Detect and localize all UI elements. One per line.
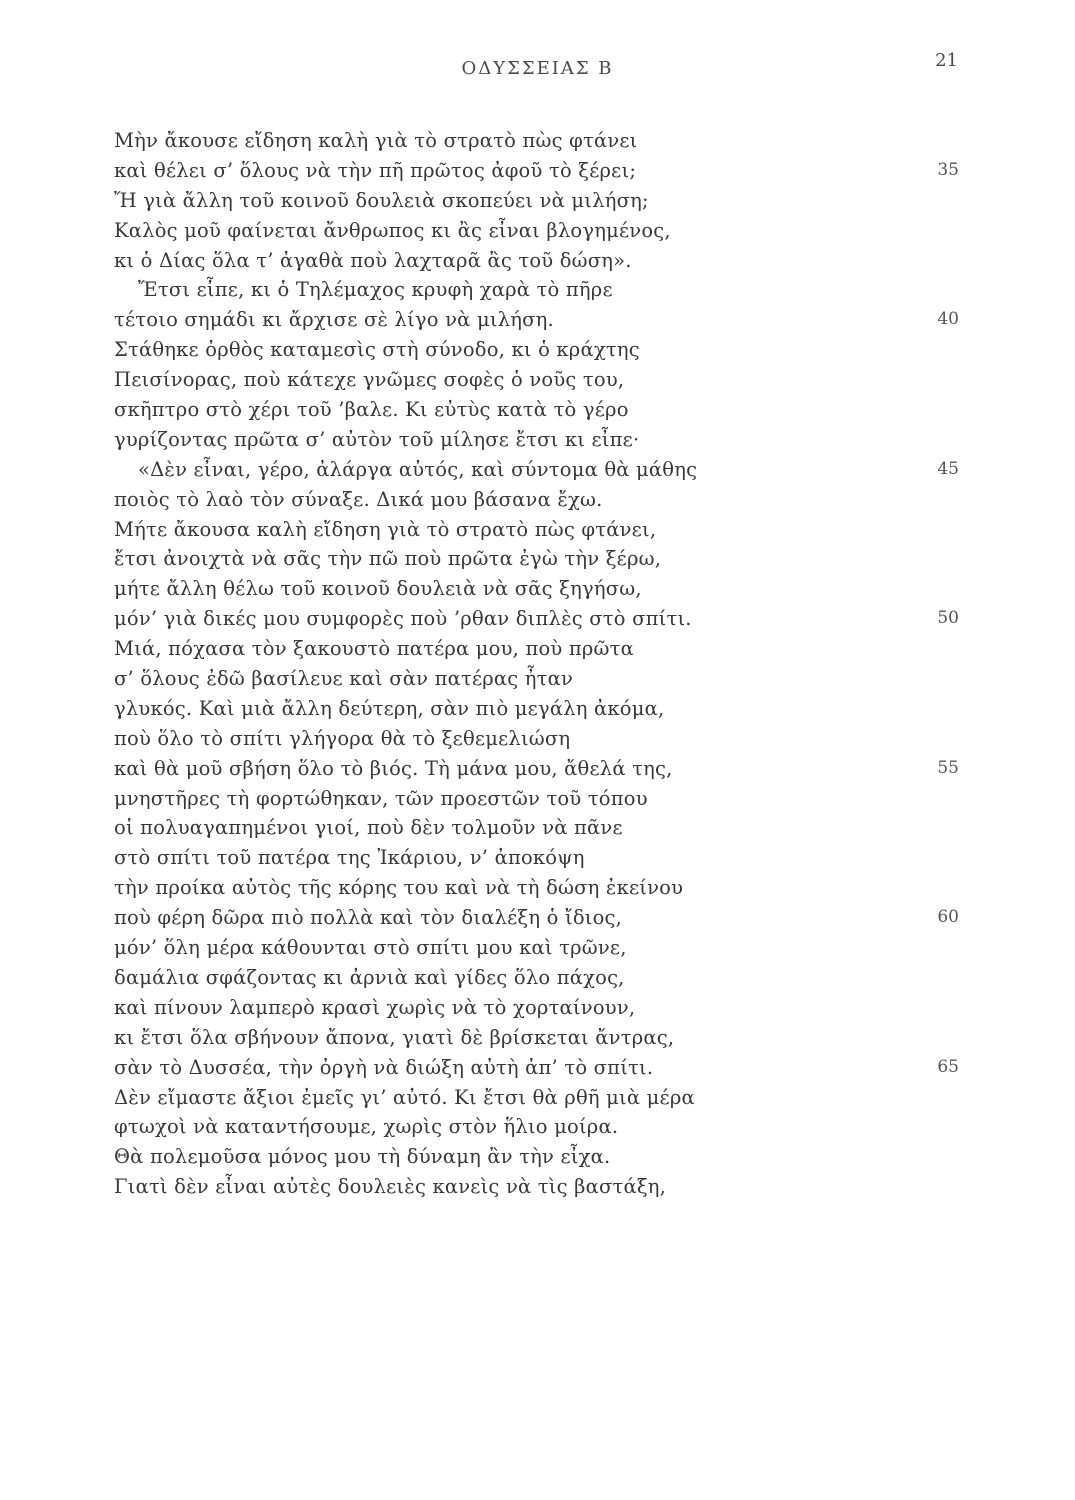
verse-line (0, 335, 1075, 365)
verse-line (0, 1142, 1075, 1172)
verse-text: τὴν προίκα αὐτὸς τῆς κόρης του καὶ νὰ τὴ δώση ἐκείνου (114, 876, 684, 900)
verse-line (0, 813, 1075, 843)
line-number: 40 (937, 309, 959, 330)
line-number: 65 (937, 1056, 959, 1077)
verse-line (0, 933, 1075, 963)
verse-text: ποιὸς τὸ λαὸ τὸν σύναξε. Δικά μου βάσανα ἔχω. (114, 487, 603, 511)
line-number: 50 (937, 608, 959, 629)
verse-block (0, 126, 1075, 1202)
verse-text: ποὺ φέρη δῶρα πιὸ πολλὰ καὶ τὸν διαλέξη ὁ ἴδιος, (114, 906, 623, 930)
line-number: 35 (937, 159, 959, 180)
verse-text: δαμάλια σφάζοντας κι ἀρνιὰ καὶ γίδες ὅλο πάχος, (114, 965, 625, 989)
running-title: ΟΔΥΣΣΕΙΑΣ Β (461, 58, 614, 79)
verse-line (0, 305, 1075, 335)
verse-text: στὸ σπίτι τοῦ πατέρα της Ἰκάριου, ν’ ἀποκόψη (114, 846, 585, 870)
line-number: 45 (937, 458, 959, 479)
verse-line (0, 186, 1075, 216)
verse-line (0, 1112, 1075, 1142)
verse-text: σὰν τὸ Δυσσέα, τὴν ὀργὴ νὰ διώξη αὐτὴ ἀπ’ τὸ σπίτι. (114, 1055, 654, 1079)
verse-text: Δὲν εἴμαστε ἄξιοι ἐμεῖς γι’ αὐτό. Κι ἔτσι θὰ ρθῆ μιὰ μέρα (114, 1085, 695, 1109)
verse-line (0, 754, 1075, 784)
verse-line (0, 544, 1075, 574)
verse-line (0, 1083, 1075, 1113)
line-number: 60 (937, 907, 959, 928)
verse-line (0, 515, 1075, 545)
verse-line (0, 604, 1075, 634)
verse-text: μόν’ γιὰ δικές μου συμφορὲς ποὺ ’ρθαν διπλὲς στὸ σπίτι. (114, 607, 692, 631)
verse-line (0, 425, 1075, 455)
verse-line (0, 634, 1075, 664)
verse-text: Στάθηκε ὀρθὸς καταμεσὶς στὴ σύνοδο, κι ὁ κράχτης (114, 338, 640, 362)
verse-line (0, 963, 1075, 993)
page-number: 21 (935, 50, 958, 71)
verse-line (0, 126, 1075, 156)
verse-line (0, 664, 1075, 694)
verse-line (0, 724, 1075, 754)
verse-text: Καλὸς μοῦ φαίνεται ἄνθρωπος κι ἂς εἶναι βλογημένος, (114, 218, 671, 242)
verse-line (0, 1053, 1075, 1083)
verse-text: Θὰ πολεμοῦσα μόνος μου τὴ δύναμη ἂν τὴν εἶχα. (114, 1145, 611, 1169)
verse-text: «Δὲν εἶναι, γέρο, ἀλάργα αὐτός, καὶ σύντομα θὰ μάθης (138, 457, 698, 481)
verse-line (0, 156, 1075, 186)
verse-text: καὶ θέλει σ’ ὅλους νὰ τὴν πῆ πρῶτος ἀφοῦ τὸ ξέρει; (114, 158, 637, 182)
verse-line (0, 485, 1075, 515)
line-number: 55 (937, 757, 959, 778)
verse-line (0, 275, 1075, 305)
verse-text: Ἔτσι εἶπε, κι ὁ Τηλέμαχος κρυφὴ χαρὰ τὸ πῆρε (138, 278, 613, 302)
verse-text: καὶ θὰ μοῦ σβήση ὅλο τὸ βιός. Τὴ μάνα μου, ἄθελά της, (114, 756, 673, 780)
verse-text: Γιατὶ δὲν εἶναι αὐτὲς δουλειὲς κανεὶς νὰ τὶς βαστάξη, (114, 1175, 667, 1199)
verse-line (0, 873, 1075, 903)
verse-text: μόν’ ὅλη μέρα κάθουνται στὸ σπίτι μου καὶ τρῶνε, (114, 936, 627, 960)
verse-text: μήτε ἄλλη θέλω τοῦ κοινοῦ δουλειὰ νὰ σᾶς ξηγήσω, (114, 577, 642, 601)
verse-text: Μιά, πόχασα τὸν ξακουστὸ πατέρα μου, ποὺ πρῶτα (114, 637, 635, 661)
verse-line (0, 1023, 1075, 1053)
verse-text: Μὴν ἄκουσε εἴδηση καλὴ γιὰ τὸ στρατὸ πὼς φτάνει (114, 129, 638, 152)
verse-line (0, 455, 1075, 485)
verse-line (0, 395, 1075, 425)
verse-text: ἔτσι ἀνοιχτὰ νὰ σᾶς τὴν πῶ ποὺ πρῶτα ἐγὼ τὴν ξέρω, (114, 547, 662, 571)
verse-text: κι ἔτσι ὅλα σβήνουν ἄπονα, γιατὶ δὲ βρίσκεται ἄντρας, (114, 1025, 675, 1049)
verse-text: Πεισίνορας, ποὺ κάτεχε γνῶμες σοφὲς ὁ νοῦς του, (114, 368, 625, 392)
verse-line (0, 993, 1075, 1023)
verse-text: οἱ πολυαγαπημένοι γιοί, ποὺ δὲν τολμοῦν νὰ πᾶνε (114, 816, 623, 840)
verse-text: ποὺ ὅλο τὸ σπίτι γλήγορα θὰ τὸ ξεθεμελιώση (114, 726, 571, 750)
verse-text: γλυκός. Καὶ μιὰ ἄλλη δεύτερη, σὰν πιὸ μεγάλη ἀκόμα, (114, 696, 665, 720)
verse-line (0, 694, 1075, 724)
verse-text: σκῆπτρο στὸ χέρι τοῦ ’βαλε. Κι εὐτὺς κατὰ τὸ γέρο (114, 398, 629, 422)
verse-text: γυρίζοντας πρῶτα σ’ αὐτὸν τοῦ μίλησε ἔτσι κι εἶπε· (114, 427, 640, 451)
verse-text: τέτοιο σημάδι κι ἄρχισε σὲ λίγο νὰ μιλήση. (114, 308, 554, 332)
verse-text: μνηστῆρες τὴ φορτώθηκαν, τῶν προεστῶν τοῦ τόπου (114, 786, 648, 810)
verse-text: Μήτε ἄκουσα καλὴ εἴδηση γιὰ τὸ στρατὸ πὼς φτάνει, (114, 517, 657, 541)
verse-line (0, 246, 1075, 276)
verse-text: κι ὁ Δίας ὅλα τ’ ἀγαθὰ ποὺ λαχταρᾶ ἂς τοῦ δώση». (114, 248, 632, 272)
verse-text: φτωχοὶ νὰ καταντήσουμε, χωρὶς στὸν ἥλιο μοίρα. (114, 1115, 619, 1139)
verse-line (0, 1172, 1075, 1202)
verse-line (0, 903, 1075, 933)
verse-line (0, 574, 1075, 604)
verse-text: σ’ ὅλους ἐδῶ βασίλευε καὶ σὰν πατέρας ἦταν (114, 667, 574, 691)
verse-line (0, 216, 1075, 246)
verse-line (0, 843, 1075, 873)
verse-line (0, 365, 1075, 395)
verse-text: Ἤ γιὰ ἄλλη τοῦ κοινοῦ δουλειὰ σκοπεύει νὰ μιλήση; (114, 188, 649, 212)
verse-line (0, 784, 1075, 814)
verse-text: καὶ πίνουν λαμπερὸ κρασὶ χωρὶς νὰ τὸ χορταίνουν, (114, 995, 636, 1019)
